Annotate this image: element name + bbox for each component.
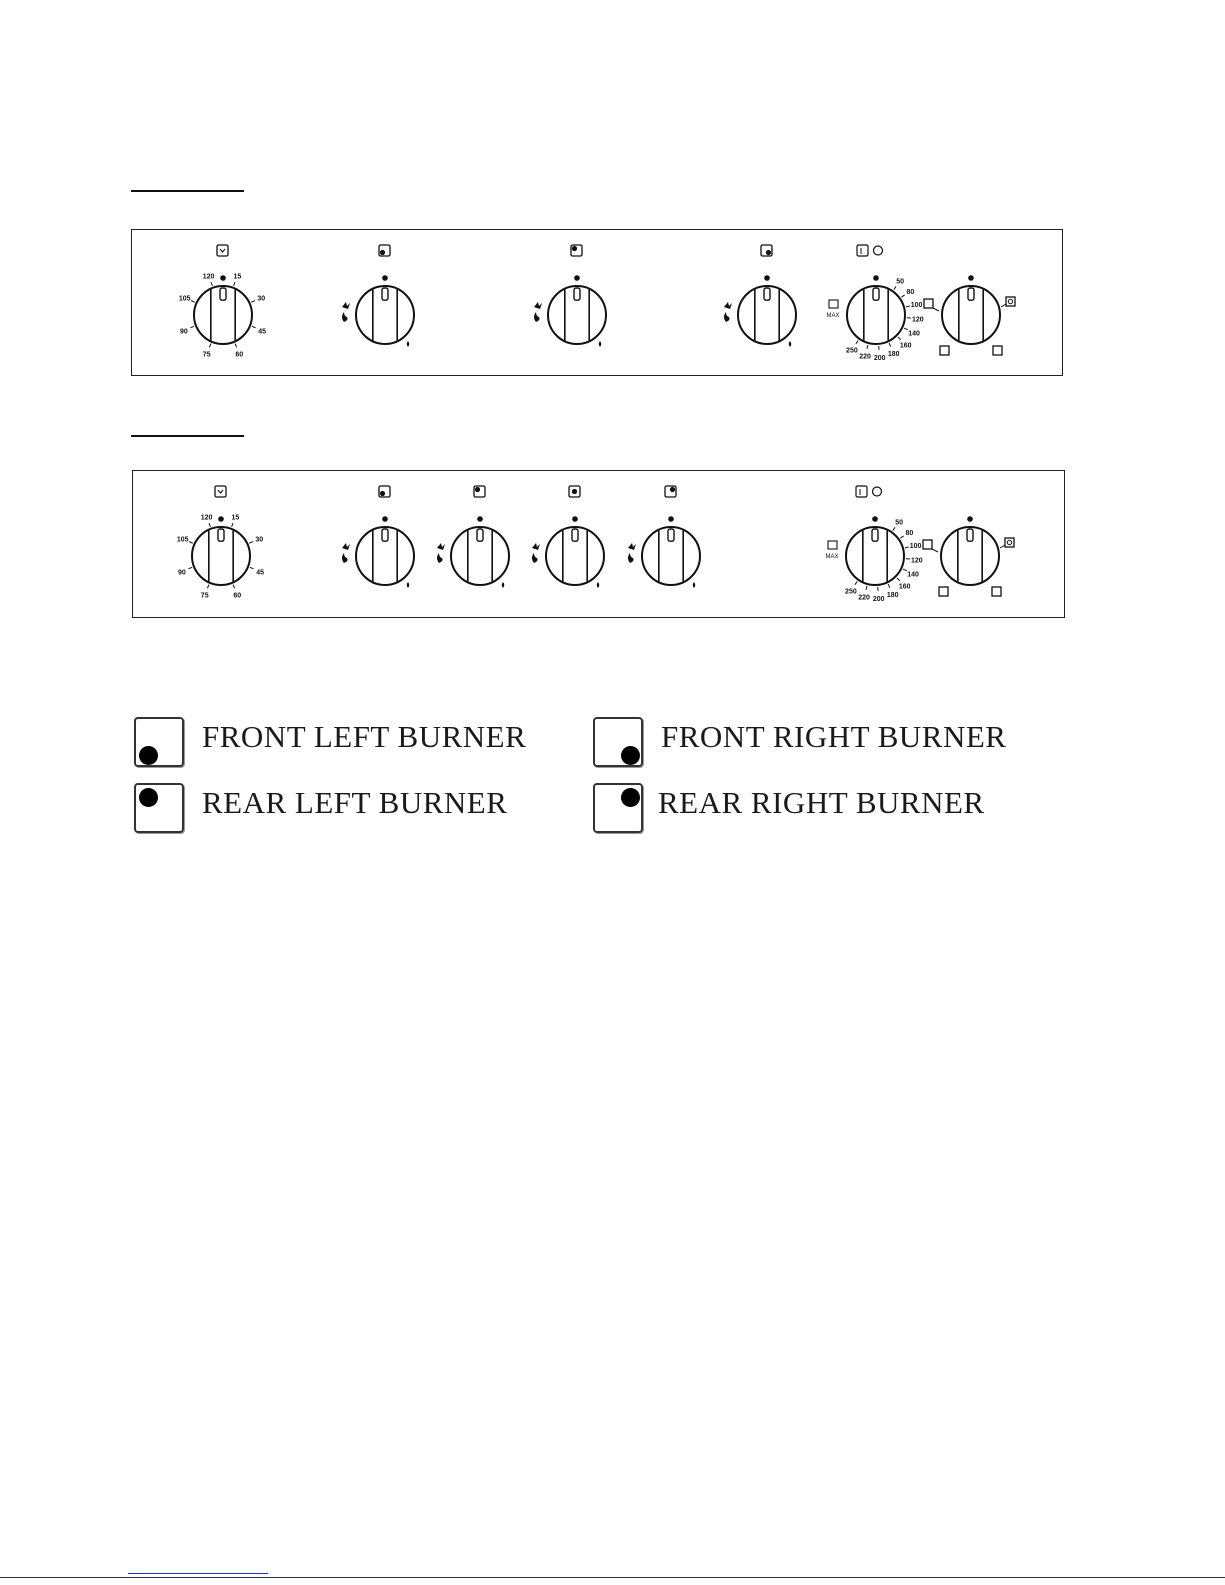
- small-flame-icon: [597, 582, 600, 588]
- rear-burner-knob[interactable]: [548, 275, 606, 344]
- rear-left-burner-knob[interactable]: [451, 516, 509, 585]
- rear-right-burner-knob-icon: [665, 486, 676, 497]
- thermostat-scale-label: 250: [846, 347, 858, 355]
- knob-pointer: [872, 529, 878, 541]
- legend-label-rear-right: REAR RIGHT BURNER: [658, 785, 985, 820]
- thermostat-scale-tick: [898, 337, 901, 340]
- thermostat-scale-label: 180: [886, 592, 899, 600]
- ignition-icon: [342, 543, 350, 550]
- max-mark: [825, 541, 838, 560]
- front-left-burner-knob-icon: [379, 486, 390, 497]
- center-burner-knob-icon: [569, 486, 580, 497]
- timer-scale-label: 45: [258, 328, 266, 336]
- front-left-burner-icon: [134, 717, 184, 767]
- thermostat-scale-tick: [893, 527, 895, 530]
- thermostat-scale-label: 220: [858, 594, 870, 602]
- light-mode-icon: [924, 299, 933, 308]
- thermostat-scale-tick: [903, 569, 907, 571]
- mode-frame: [1005, 538, 1014, 547]
- knob-pointer: [668, 529, 674, 541]
- large-flame-icon: [532, 553, 538, 563]
- timer-knob[interactable]: [192, 516, 250, 585]
- rear-left-burner-icon: [134, 783, 184, 833]
- legend-label-rear-left: REAR LEFT BURNER: [202, 785, 508, 820]
- small-flame-icon: [789, 341, 792, 347]
- small-flame-icon: [407, 582, 410, 588]
- thermostat-scale-tick: [897, 578, 900, 581]
- timer-scale-label: 105: [176, 536, 189, 544]
- knob-pointer: [764, 288, 770, 300]
- small-flame-icon: [693, 582, 696, 588]
- mode-frame: [1006, 297, 1015, 306]
- knob-top-mark: [574, 275, 580, 281]
- knob-top-mark: [872, 516, 878, 522]
- small-flame-icon: [502, 582, 505, 588]
- large-flame-icon: [628, 553, 634, 563]
- knob-top-mark: [764, 275, 770, 281]
- legend-label-front-right: FRONT RIGHT BURNER: [661, 719, 1007, 754]
- icon-frame: [217, 245, 228, 256]
- mode-tick: [932, 549, 938, 552]
- thermostat-scale-tick: [888, 584, 890, 588]
- small-flame-icon: [407, 341, 410, 347]
- knob-pointer: [967, 529, 973, 541]
- ignition-icon: [532, 543, 540, 550]
- thermostat-scale-tick: [901, 295, 904, 297]
- timer-scale-label: 120: [202, 273, 215, 281]
- mode-frame: [923, 540, 932, 549]
- thermostat-scale-label: 200: [873, 354, 886, 362]
- knob-pointer: [572, 529, 578, 541]
- front-left-burner-knob[interactable]: [356, 275, 414, 344]
- thermostat-scale-label: 140: [908, 330, 920, 338]
- knob-pointer: [968, 288, 974, 300]
- oven-function-knob[interactable]: [941, 516, 999, 585]
- thermostat-scale-label: 100: [909, 543, 922, 551]
- timer-knob[interactable]: [194, 275, 252, 344]
- thermostat-scale-label: 200: [872, 595, 885, 603]
- fan-mode-icon: [1005, 538, 1014, 547]
- footer-rule: [0, 1577, 1225, 1578]
- timer-icon: [215, 486, 226, 497]
- icon-frame: [665, 486, 676, 497]
- icon-frame: [857, 245, 868, 256]
- thermostat-scale-label: 180: [887, 351, 900, 359]
- thermostat-scale-label: 120: [910, 557, 923, 565]
- timer-scale-label: 30: [257, 295, 266, 303]
- thermostat-scale-tick: [894, 286, 896, 289]
- section-2-heading-underline: [131, 435, 244, 437]
- legend-label-front-left: FRONT LEFT BURNER: [202, 719, 527, 754]
- front-right-burner-knob[interactable]: [738, 275, 796, 344]
- control-panel-2: [132, 470, 1065, 618]
- knob-top-mark: [382, 275, 388, 281]
- icon-frame: [856, 486, 867, 497]
- thermostat-scale-label: 160: [899, 342, 912, 350]
- timer-scale-tick: [211, 282, 212, 286]
- icon-dot: [670, 487, 675, 492]
- timer-scale-label: 105: [178, 295, 191, 303]
- icon-frame: [215, 486, 226, 497]
- knob-pointer: [574, 288, 580, 300]
- rear-right-burner-knob[interactable]: [642, 516, 700, 585]
- icon-dot: [572, 489, 577, 494]
- icon-frame: [474, 486, 485, 497]
- rear-burner-knob-icon: [571, 245, 582, 256]
- timer-scale-tick: [209, 344, 211, 348]
- front-left-burner-knob[interactable]: [356, 516, 414, 585]
- thermostat-scale-tick: [889, 343, 891, 347]
- timer-icon: [217, 245, 228, 256]
- max-label: MAX: [825, 554, 839, 560]
- knob-pointer: [382, 529, 388, 541]
- thermostat-scale-label: 100: [910, 302, 923, 310]
- timer-scale-label: 75: [200, 592, 209, 600]
- thermostat-scale-tick: [900, 536, 903, 538]
- timer-scale-label: 15: [233, 273, 242, 281]
- small-flame-icon: [599, 341, 602, 347]
- center-burner-knob[interactable]: [546, 516, 604, 585]
- front-right-burner-knob-icon: [761, 245, 772, 256]
- icon-dot: [766, 250, 771, 255]
- thermostat-scale-tick: [867, 345, 868, 349]
- thermostat-scale-label: 80: [905, 529, 914, 537]
- oven-thermostat-icon: [857, 245, 868, 256]
- fan-mode-icon: [1006, 297, 1015, 306]
- mode-frame: [940, 346, 949, 355]
- light-mode-icon: [923, 540, 932, 549]
- indicator-light: [873, 487, 882, 496]
- ignition-icon: [534, 302, 542, 309]
- large-flame-icon: [342, 553, 348, 563]
- thermostat-scale-tick: [856, 340, 858, 343]
- mode-frame: [992, 587, 1001, 596]
- mode-tick: [1001, 304, 1006, 307]
- knob-pointer: [218, 529, 224, 541]
- timer-scale-tick: [188, 567, 192, 568]
- timer-scale-tick: [235, 344, 237, 348]
- timer-scale-label: 60: [235, 351, 244, 359]
- timer-scale-tick: [207, 585, 209, 589]
- thermostat-scale-label: 140: [907, 571, 919, 579]
- knob-top-mark: [220, 275, 226, 281]
- top-heat-icon: [992, 587, 1001, 596]
- max-label: MAX: [826, 313, 840, 319]
- max-frame: [828, 541, 837, 549]
- mode-frame: [924, 299, 933, 308]
- thermostat-scale-label: 50: [895, 519, 903, 527]
- timer-scale-tick: [190, 326, 194, 327]
- thermostat-scale-tick: [906, 306, 910, 307]
- knob-top-mark: [873, 275, 879, 281]
- control-panel-2-drawing: [133, 471, 1066, 619]
- section-1-heading-underline: [131, 190, 244, 192]
- knob-top-mark: [218, 516, 224, 522]
- knob-top-mark: [477, 516, 483, 522]
- timer-scale-tick: [209, 523, 210, 527]
- control-panel-1: [131, 229, 1063, 376]
- timer-scale-tick: [191, 301, 195, 303]
- thermostat-scale-tick: [855, 581, 857, 584]
- bottom-heat-icon: [940, 346, 949, 355]
- timer-scale-tick: [250, 567, 254, 568]
- large-flame-icon: [342, 312, 348, 322]
- timer-scale-tick: [189, 542, 193, 544]
- timer-scale-label: 45: [256, 569, 264, 577]
- bottom-heat-icon: [939, 587, 948, 596]
- thermostat-scale-tick: [905, 547, 909, 548]
- max-frame: [829, 300, 838, 308]
- timer-scale-tick: [249, 542, 253, 544]
- icon-dot: [380, 491, 385, 496]
- timer-scale-label: 90: [178, 569, 186, 577]
- mode-frame: [939, 587, 948, 596]
- mode-tick: [933, 308, 939, 311]
- large-flame-icon: [437, 553, 443, 563]
- ignition-icon: [342, 302, 350, 309]
- icon-dot: [572, 246, 577, 251]
- icon-frame: [761, 245, 772, 256]
- thermostat-scale-label: 220: [859, 353, 871, 361]
- oven-thermostat-icon: [856, 486, 867, 497]
- mode-frame: [993, 346, 1002, 355]
- timer-scale-label: 120: [200, 514, 213, 522]
- ignition-icon: [724, 302, 732, 309]
- ignition-icon: [628, 543, 636, 550]
- rear-left-burner-knob-icon: [474, 486, 485, 497]
- thermostat-scale-tick: [866, 586, 867, 590]
- knob-top-mark: [382, 516, 388, 522]
- max-mark: [826, 300, 839, 319]
- thermostat-scale-label: 80: [906, 288, 915, 296]
- oven-function-knob[interactable]: [942, 275, 1000, 344]
- timer-scale-tick: [252, 326, 256, 327]
- rear-right-burner-icon: [593, 783, 643, 833]
- timer-scale-label: 90: [180, 328, 188, 336]
- front-left-burner-knob-icon: [379, 245, 390, 256]
- knob-pointer: [220, 288, 226, 300]
- thermostat-scale-label: 160: [898, 583, 911, 591]
- timer-scale-tick: [251, 301, 255, 303]
- icon-frame: [571, 245, 582, 256]
- timer-scale-label: 60: [233, 592, 242, 600]
- knob-top-mark: [968, 275, 974, 281]
- front-right-burner-icon: [593, 717, 643, 767]
- top-heat-icon: [993, 346, 1002, 355]
- large-flame-icon: [534, 312, 540, 322]
- mode-tick: [1000, 545, 1005, 548]
- icon-frame: [379, 486, 390, 497]
- knob-pointer: [477, 529, 483, 541]
- indicator-light: [874, 246, 883, 255]
- knob-top-mark: [668, 516, 674, 522]
- knob-top-mark: [572, 516, 578, 522]
- timer-scale-tick: [232, 523, 233, 527]
- icon-dot: [380, 250, 385, 255]
- large-flame-icon: [724, 312, 730, 322]
- timer-scale-tick: [234, 282, 235, 286]
- control-panel-1-drawing: [132, 230, 1064, 377]
- icon-dot: [475, 487, 480, 492]
- timer-scale-tick: [233, 585, 235, 589]
- footer-link-underline: [128, 1573, 268, 1574]
- timer-scale-label: 75: [202, 351, 211, 359]
- knob-pointer: [382, 288, 388, 300]
- ignition-icon: [437, 543, 445, 550]
- thermostat-scale-label: 50: [896, 278, 904, 286]
- timer-scale-label: 30: [255, 536, 264, 544]
- timer-scale-label: 15: [231, 514, 240, 522]
- icon-frame: [379, 245, 390, 256]
- thermostat-scale-label: 120: [911, 316, 924, 324]
- thermostat-scale-label: 250: [845, 588, 857, 596]
- knob-top-mark: [967, 516, 973, 522]
- thermostat-scale-tick: [904, 328, 908, 330]
- knob-pointer: [873, 288, 879, 300]
